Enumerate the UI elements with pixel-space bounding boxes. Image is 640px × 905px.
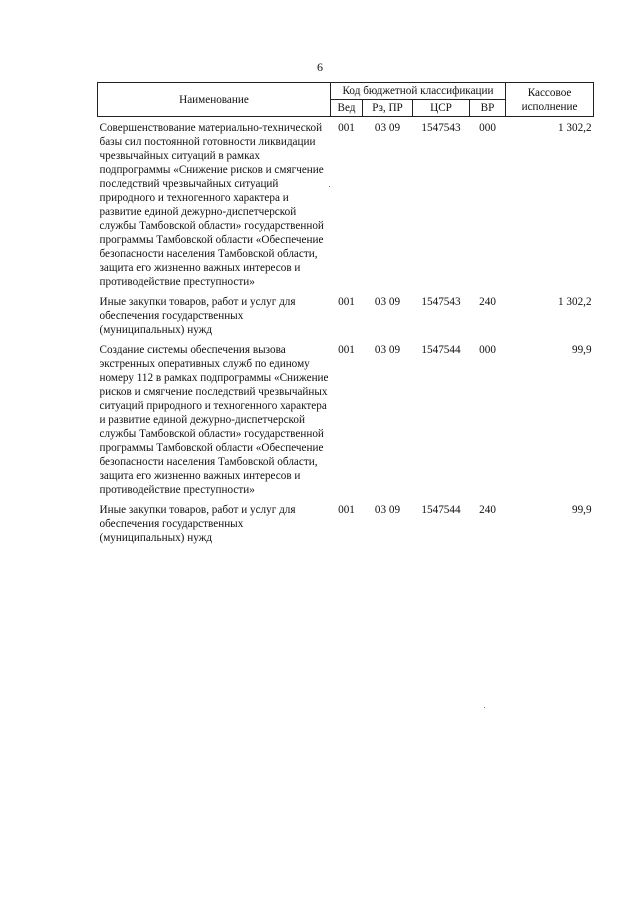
row-rz-pr: 03 09 bbox=[374, 122, 401, 134]
header-csr: ЦСР bbox=[413, 100, 470, 117]
row-amount: 99,9 bbox=[571, 344, 592, 356]
header-code-group: Код бюджетной классификации bbox=[331, 83, 506, 100]
row-amount: 1 302,2 bbox=[557, 122, 592, 134]
row-ved: 001 bbox=[338, 344, 355, 356]
page-number: 6 bbox=[317, 60, 323, 74]
budget-table bbox=[97, 82, 594, 547]
row-csr: 1547543 bbox=[421, 122, 461, 134]
row-csr: 1547543 bbox=[421, 296, 461, 308]
row-name: Совершенствование материально-технической базы сил постоянной готовности ликвидации чрезвычайных ситуаций в рамках подпрограммы «Снижение рисков и смягчение последствий чрезвычайных ситуаций природного и техногенного характера и развитие единой дежурно-диспетчерской службы Тамбовской области» государственной программы Тамбовской области «Обеспечение безопасности населения Тамбовской области, защита его жизненно важных интересов и противодействие преступности» bbox=[99, 122, 324, 288]
table-header bbox=[98, 83, 594, 117]
row-vr: 000 bbox=[479, 344, 496, 356]
row-ved: 001 bbox=[338, 504, 355, 516]
header-vr: ВР bbox=[470, 100, 506, 117]
row-ved: 001 bbox=[338, 296, 355, 308]
row-amount: 1 302,2 bbox=[557, 296, 592, 308]
header-ved: Вед bbox=[331, 100, 363, 117]
row-ved: 001 bbox=[338, 122, 355, 134]
scan-speck bbox=[484, 707, 485, 708]
table-row bbox=[98, 117, 594, 292]
row-vr: 240 bbox=[479, 296, 496, 308]
header-name: Наименование bbox=[98, 83, 331, 117]
scan-speck bbox=[329, 186, 330, 187]
row-amount: 99,9 bbox=[571, 504, 592, 516]
header-cash-execution: Кассовое исполнение bbox=[506, 83, 594, 117]
table-body bbox=[98, 117, 594, 548]
table-row bbox=[98, 499, 594, 547]
table-row bbox=[98, 339, 594, 499]
row-name: Иные закупки товаров, работ и услуг для обеспечения государственных (муниципальных) нужд bbox=[99, 504, 296, 544]
row-vr: 000 bbox=[479, 122, 496, 134]
row-name: Создание системы обеспечения вызова экстренных оперативных служб по единому номеру 112 в рамках подпрограммы «Снижение рисков и смягчение последствий чрезвычайных ситуаций природного и техногенного характера и развитие единой дежурно-диспетчерской службы Тамбовской области» государственной программы Тамбовской области «Обеспечение безопасности населения Тамбовской области, защита его жизненно важных интересов и противодействие преступности» bbox=[99, 344, 329, 496]
header-rz-pr: Рз, ПР bbox=[363, 100, 413, 117]
row-rz-pr: 03 09 bbox=[374, 344, 401, 356]
row-csr: 1547544 bbox=[421, 344, 461, 356]
table-row bbox=[98, 291, 594, 339]
row-name: Иные закупки товаров, работ и услуг для обеспечения государственных (муниципальных) нужд bbox=[99, 296, 296, 336]
row-csr: 1547544 bbox=[421, 504, 461, 516]
row-rz-pr: 03 09 bbox=[374, 504, 401, 516]
row-vr: 240 bbox=[479, 504, 496, 516]
row-rz-pr: 03 09 bbox=[374, 296, 401, 308]
